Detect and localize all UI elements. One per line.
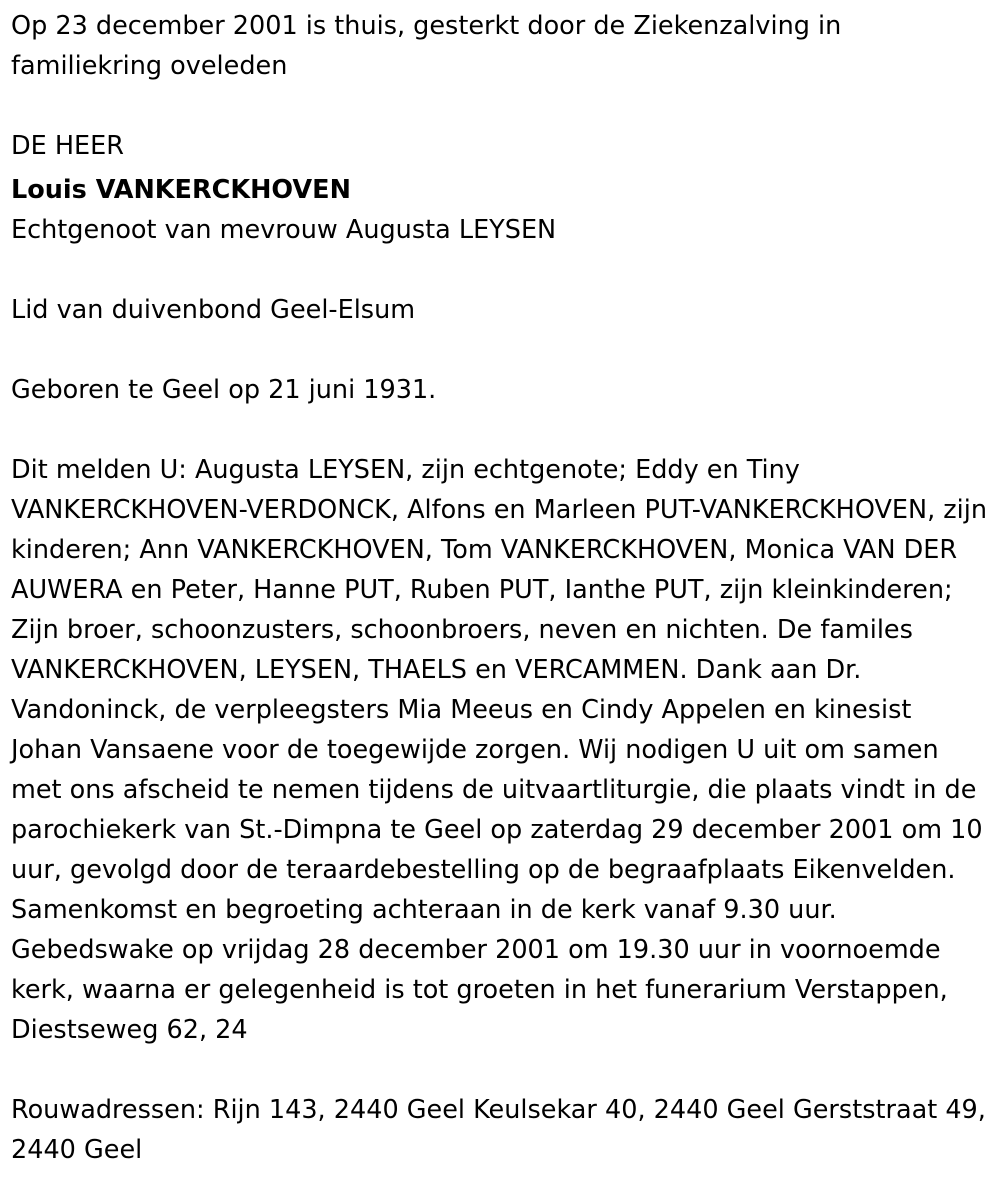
membership-text: Lid van duivenbond Geel-Elsum [11,295,416,325]
spacer [11,250,988,290]
spouse-text: Echtgenoot van mevrouw Augusta LEYSEN [11,215,557,245]
spacer [11,1050,988,1090]
intro-text: Op 23 december 2001 is thuis, gesterkt door de Ziekenzalving in familiekring oveleden [11,11,842,81]
spacer [11,410,988,450]
spacer [11,86,988,126]
birth-text: Geboren te Geel op 21 juni 1931. [11,375,437,405]
deceased-name: Louis VANKERCKHOVEN [11,175,351,205]
spacer [11,330,988,370]
announcement-text: Dit melden U: Augusta LEYSEN, zijn echtgenote; Eddy en Tiny VANKERCKHOVEN-VERDONCK, Alfons en Marleen PUT-VANKERCKHOVEN, zijn kinderen; Ann VANKERCKHOVEN, Tom VANKERCKHOVEN, Monica VAN DER AUWERA en Peter, Hanne PUT, Ruben PUT, Ianthe PUT, zijn kleinkinderen; Zijn broer, schoonzusters, schoonbroers, neven en nichten. De familes VANKERCKHOVEN, LEYSEN, THAELS en VERCAMMEN. Dank aan Dr. Vandoninck, de verpleegsters Mia Meeus en Cindy Appelen en kinesist Johan Vansaene voor de toegewijde zorgen. Wij nodigen U uit om samen met ons afscheid te nemen tijdens de uitvaartliturgie, die plaats vindt in de parochiekerk van St.-Dimpna te Geel op zaterdag 29 december 2001 om 10 uur, gevolgd door de teraardebestelling op de begraafplaats Eikenvelden. Samenkomst en begroeting achteraan in de kerk vanaf 9.30 uur. Gebedswake op vrijdag 28 december 2001 om 19.30 uur in voornoemde kerk, waarna er gelegenheid is tot groeten in het funerarium Verstappen, Diestseweg 62, 24 [11,455,988,1045]
addresses-text: Rouwadressen: Rijn 143, 2440 Geel Keulsekar 40, 2440 Geel Gerststraat 49, 2440 Geel [11,1095,986,1165]
title-prefix: DE HEER [11,131,124,161]
